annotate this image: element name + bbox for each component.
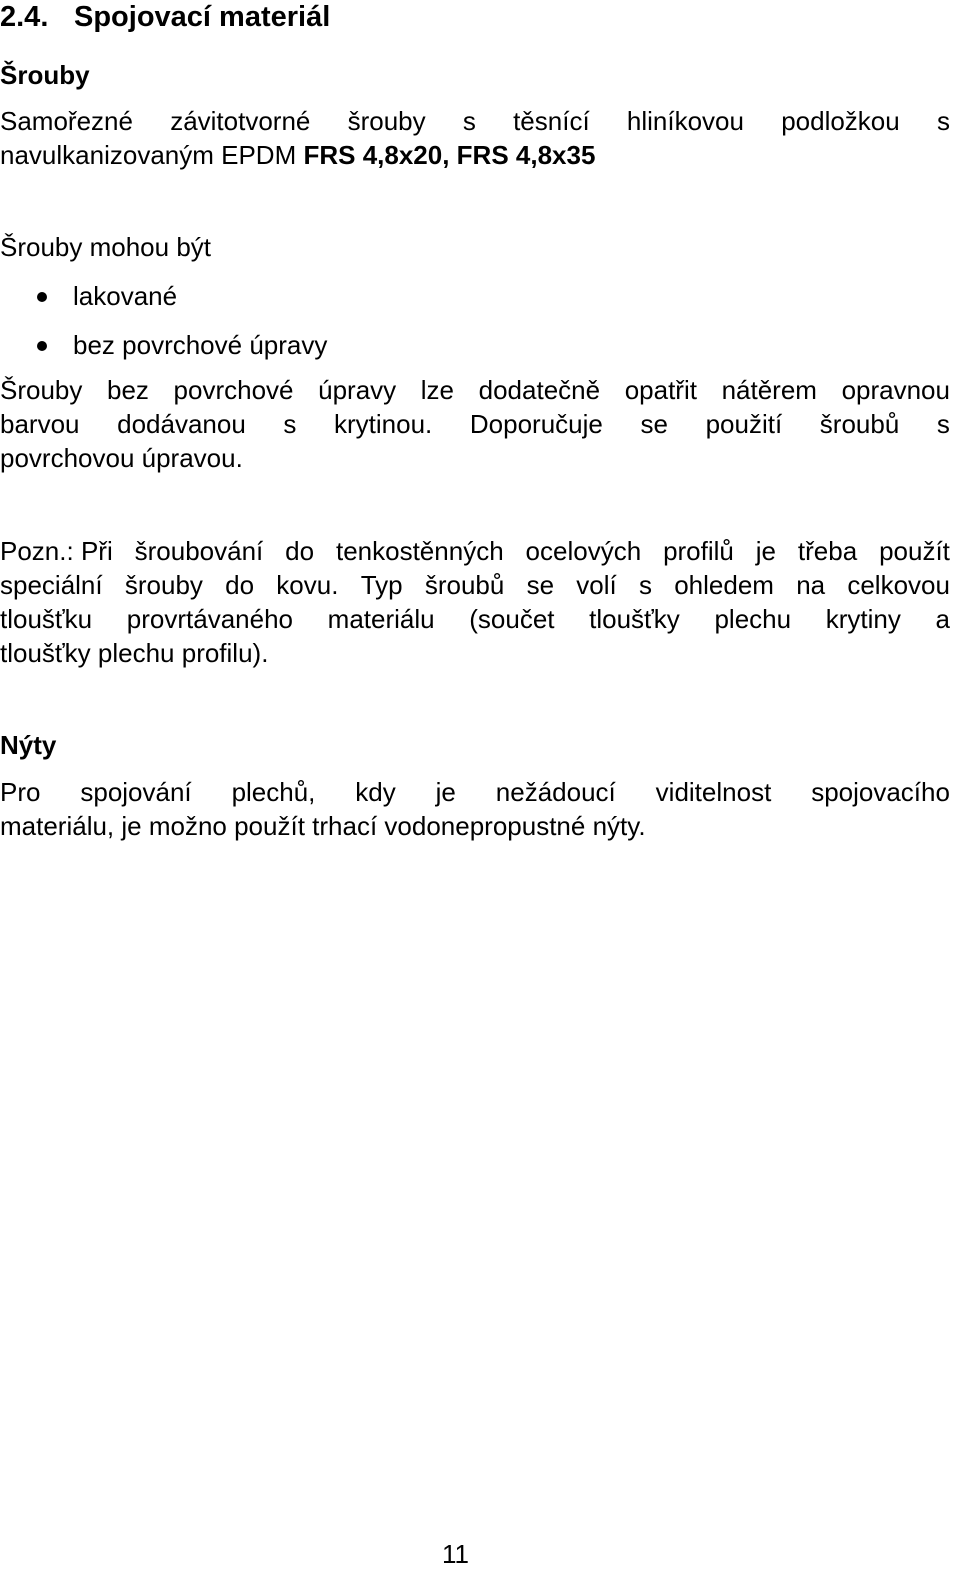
word: tloušťky: [589, 604, 680, 634]
screws-can-be: Šrouby mohou být: [0, 232, 212, 262]
screws-note-paragraph: [0, 373, 950, 475]
rivets-heading: Nýty: [0, 730, 57, 760]
word: plechu: [714, 604, 792, 634]
word: je: [435, 777, 456, 807]
note-line-3: povrchovou úpravou.: [0, 443, 243, 473]
list-item: [0, 328, 327, 377]
word: opravnou: [841, 375, 950, 405]
word: s: [638, 570, 652, 600]
pozn-line-2: [0, 568, 950, 602]
list-item: [0, 279, 327, 328]
list-item-label: bez povrchové úpravy: [73, 330, 328, 360]
word: Typ: [360, 570, 403, 600]
word: tenkostěnných: [335, 536, 504, 566]
bullet-icon: [37, 341, 47, 351]
word: úpravy: [318, 375, 397, 405]
word: dodávanou: [117, 409, 246, 439]
word: použití: [705, 409, 783, 439]
word: kovu.: [276, 570, 339, 600]
word: barvou: [0, 409, 80, 439]
word: těsnící: [513, 106, 590, 136]
word: Samořezné: [0, 106, 133, 136]
screw-types: FRS 4,8x20, FRS 4,8x35: [303, 140, 596, 170]
pozn-label: Pozn.: [0, 536, 67, 566]
word: plechů,: [231, 777, 316, 807]
pozn-line-1: [0, 534, 950, 568]
screw-options-list: [0, 279, 327, 377]
word: šroubů: [819, 409, 900, 439]
word: s: [936, 409, 950, 439]
word: se: [526, 570, 555, 600]
word: (součet: [469, 604, 555, 634]
rivets-line-2: materiálu, je možno použít trhací vodonepropustné nýty.: [0, 811, 646, 841]
word: použít: [879, 536, 950, 566]
page-number: 11: [442, 1539, 469, 1569]
word: podložkou: [781, 106, 900, 136]
word: s: [283, 409, 297, 439]
section-heading: [0, 0, 330, 34]
pozn-line-3: [0, 602, 950, 636]
screws-heading: Šrouby: [0, 60, 90, 90]
word: kdy: [355, 777, 396, 807]
screws-intro-paragraph: [0, 104, 950, 172]
word: ocelových: [525, 536, 642, 566]
screws-intro-line-2: [0, 138, 950, 172]
word: krytinou.: [334, 409, 433, 439]
section-number: 2.4.: [0, 1, 49, 33]
word: viditelnost: [655, 777, 772, 807]
intro-text: navulkanizovaným EPDM: [0, 140, 304, 170]
word: s: [462, 106, 476, 136]
word: krytiny: [825, 604, 901, 634]
screws-intro-line-1: [0, 104, 950, 138]
word: šrouby: [124, 570, 203, 600]
word: lze: [420, 375, 455, 405]
word: do: [225, 570, 255, 600]
word: dodatečně: [478, 375, 601, 405]
word: opatřit: [624, 375, 697, 405]
word: je: [755, 536, 777, 566]
list-item-label: lakované: [73, 281, 178, 311]
word: Doporučuje: [469, 409, 603, 439]
word: spojovacího: [811, 777, 950, 807]
word: ohledem: [674, 570, 774, 600]
note-line-1: [0, 373, 950, 407]
word: bez: [107, 375, 149, 405]
word: závitotvorné: [170, 106, 311, 136]
word: se: [640, 409, 668, 439]
word: s: [936, 106, 950, 136]
word: a: [935, 604, 950, 634]
bullet-icon: [37, 292, 47, 302]
word: šrouby: [347, 106, 426, 136]
word: povrchové: [173, 375, 294, 405]
word: nežádoucí: [495, 777, 616, 807]
pozn-paragraph: [0, 534, 950, 670]
word: materiálu: [327, 604, 435, 634]
word: Pro: [0, 777, 41, 807]
word: do: [285, 536, 315, 566]
pozn-line-4: tloušťky plechu profilu).: [0, 638, 269, 668]
word: hliníkovou: [626, 106, 744, 136]
word: na: [796, 570, 826, 600]
word: tloušťku: [0, 604, 93, 634]
word: Šrouby: [0, 375, 83, 405]
section-title: Spojovací materiál: [74, 1, 331, 33]
rivets-line-1: [0, 775, 950, 809]
word: speciální: [0, 570, 103, 600]
word: spojování: [80, 777, 192, 807]
word: provrtávaného: [126, 604, 294, 634]
word: profilů: [663, 536, 734, 566]
word: třeba: [797, 536, 858, 566]
word: volí: [576, 570, 617, 600]
word: šroubů: [424, 570, 505, 600]
word: šroubování: [134, 536, 264, 566]
rivets-paragraph: [0, 775, 950, 843]
note-line-2: [0, 407, 950, 441]
word: nátěrem: [721, 375, 817, 405]
word: : Při: [66, 536, 113, 566]
word: celkovou: [847, 570, 950, 600]
pozn-first-chunk: [0, 534, 113, 568]
